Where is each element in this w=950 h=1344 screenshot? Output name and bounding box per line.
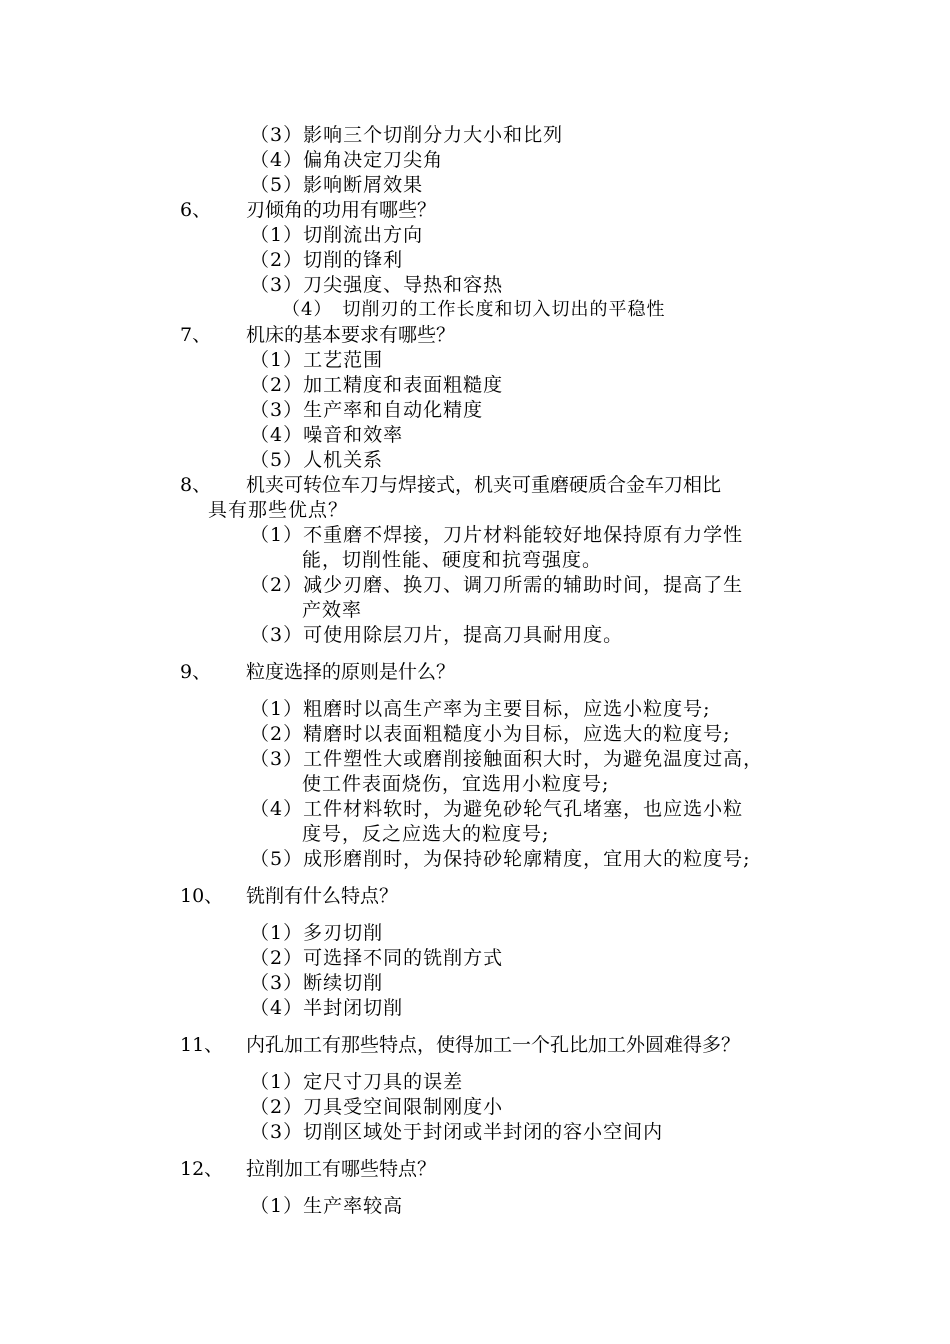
list-item: （5）影响断屑效果 — [250, 174, 424, 196]
list-item: （2）可选择不同的铣削方式 — [250, 947, 504, 969]
list-item: （3）影响三个切削分力大小和比列 — [250, 124, 564, 146]
list-item: （1）粗磨时以高生产率为主要目标，应选小粒度号; — [250, 698, 711, 720]
list-item: （4）半封闭切削 — [250, 997, 404, 1019]
list-item: （5）人机关系 — [250, 449, 384, 471]
list-item: （3）刀尖强度、导热和容热 — [250, 274, 504, 296]
list-item: （2）减少刃磨、换刀、调刀所需的辅助时间，提高了生 — [250, 574, 744, 596]
list-item: （4）工件材料软时，为避免砂轮气孔堵塞，也应选小粒 — [250, 798, 744, 820]
list-item: （1）多刃切削 — [250, 922, 384, 944]
list-item: （2）刀具受空间限制刚度小 — [250, 1096, 504, 1118]
list-item: （1）工艺范围 — [250, 349, 384, 371]
list-item: （2）加工精度和表面粗糙度 — [250, 374, 504, 396]
list-item: （4）噪音和效率 — [250, 424, 404, 446]
question-number: 9、 — [180, 661, 212, 683]
list-item: （3）生产率和自动化精度 — [250, 399, 484, 421]
list-item: （3）工件塑性大或磨削接触面积大时，为避免温度过高， — [250, 748, 764, 770]
list-item: （4）偏角决定刀尖角 — [250, 149, 444, 171]
question-text: 粒度选择的原则是什么？ — [246, 661, 456, 683]
list-item: （1）不重磨不焊接，刀片材料能较好地保持原有力学性 — [250, 524, 744, 546]
list-item: （1）生产率较高 — [250, 1195, 404, 1217]
question-text: 铣削有什么特点？ — [246, 885, 399, 907]
list-item: （2）精磨时以表面粗糙度小为目标，应选大的粒度号; — [250, 723, 731, 745]
question-text: 刃倾角的功用有哪些？ — [246, 199, 437, 221]
list-item-continued: 度号，反之应选大的粒度号; — [302, 823, 550, 845]
question-text: 拉削加工有哪些特点？ — [246, 1158, 437, 1180]
question-number: 11、 — [180, 1034, 224, 1056]
question-text: 内孔加工有那些特点，使得加工一个孔比加工外圆难得多？ — [246, 1034, 741, 1056]
question-text: 机夹可转位车刀与焊接式，机夹可重磨硬质合金车刀相比 — [246, 474, 722, 496]
question-text: 机床的基本要求有哪些？ — [246, 324, 456, 346]
list-item: （4） 切削刃的工作长度和切入切出的平稳性 — [282, 299, 666, 320]
list-item: （1）切削流出方向 — [250, 224, 424, 246]
list-item: （1）定尺寸刀具的误差 — [250, 1071, 464, 1093]
question-number: 10、 — [180, 885, 224, 907]
list-item: （5）成形磨削时，为保持砂轮廓精度，宜用大的粒度号; — [250, 848, 751, 870]
question-number: 6、 — [180, 199, 212, 221]
list-item: （3）切削区域处于封闭或半封闭的容小空间内 — [250, 1121, 664, 1143]
list-item-continued: 产效率 — [302, 599, 363, 621]
list-item: （3）可使用除层刀片，提高刀具耐用度。 — [250, 624, 624, 646]
question-text-continued: 具有那些优点？ — [208, 499, 349, 521]
list-item: （2）切削的锋利 — [250, 249, 404, 271]
question-number: 12、 — [180, 1158, 224, 1180]
question-number: 7、 — [180, 324, 212, 346]
list-item-continued: 能，切削性能、硬度和抗弯强度。 — [302, 549, 603, 571]
question-number: 8、 — [180, 474, 212, 496]
list-item-continued: 使工件表面烧伤，宜选用小粒度号; — [302, 773, 610, 795]
list-item: （3）断续切削 — [250, 972, 384, 994]
